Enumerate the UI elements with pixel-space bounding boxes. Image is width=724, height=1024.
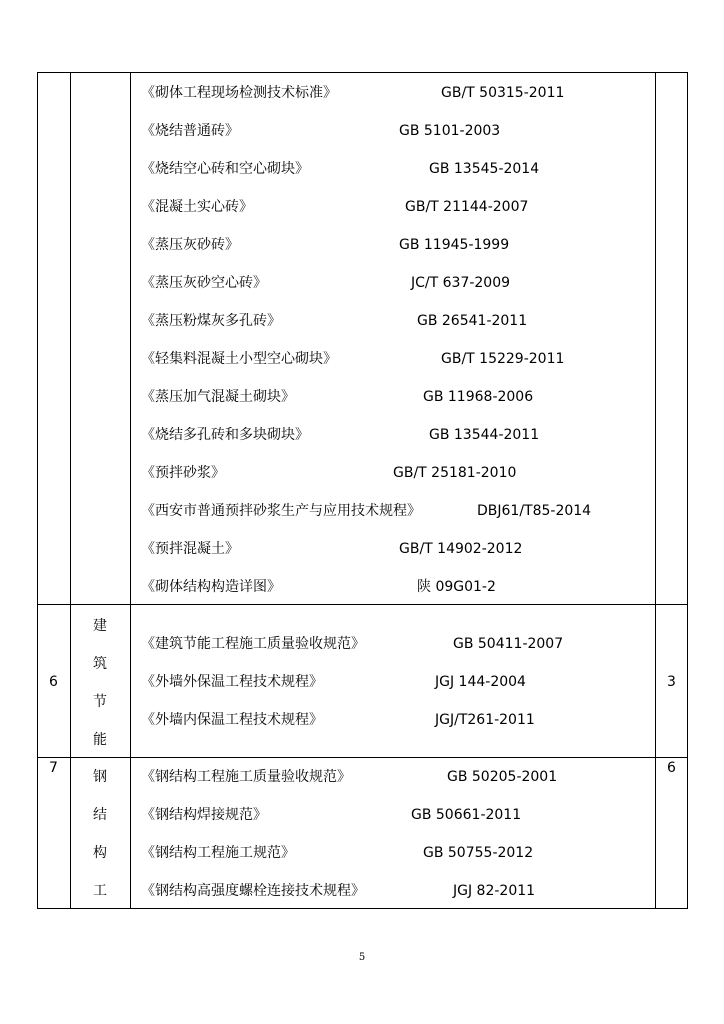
standard-title: 《砌体结构构造详图》	[141, 579, 281, 595]
standard-title: 《烧结多孔砖和多块砌块》	[141, 427, 309, 443]
standard-title: 《建筑节能工程施工质量验收规范》	[141, 636, 365, 652]
column-divider	[70, 72, 71, 909]
category-char: 钢	[93, 769, 107, 785]
standard-code: GB 50755-2012	[423, 845, 534, 861]
category-char: 节	[93, 694, 107, 710]
standard-code: JGJ/T261-2011	[435, 712, 535, 728]
standard-title: 《预拌混凝土》	[141, 541, 239, 557]
standard-title: 《蒸压灰砂砖》	[141, 237, 239, 253]
row-number: 7	[49, 760, 58, 776]
standard-code: DBJ61/T85-2014	[477, 503, 592, 519]
standard-title: 《钢结构高强度螺栓连接技术规程》	[141, 883, 365, 899]
category-char: 结	[93, 807, 107, 823]
standard-title: 《烧结普通砖》	[141, 123, 239, 139]
standard-title: 《蒸压粉煤灰多孔砖》	[141, 313, 281, 329]
standard-code: GB 11945-1999	[399, 237, 510, 253]
standard-code: GB 11968-2006	[423, 389, 534, 405]
row-count: 3	[667, 674, 676, 690]
standard-title: 《钢结构焊接规范》	[141, 807, 267, 823]
standard-code: GB 5101-2003	[399, 123, 501, 139]
table-border-bottom	[37, 908, 688, 909]
row-divider	[37, 604, 688, 605]
row-count: 6	[667, 760, 676, 776]
standard-title: 《外墙外保温工程技术规程》	[141, 674, 323, 690]
standard-code: GB 13545-2014	[429, 161, 540, 177]
page-number: 5	[358, 952, 366, 963]
column-divider	[37, 72, 38, 909]
standard-code: GB 50411-2007	[453, 636, 564, 652]
category-char: 构	[93, 845, 107, 861]
standard-code: GB/T 14902-2012	[399, 541, 523, 557]
standard-code: GB/T 21144-2007	[405, 199, 529, 215]
standard-title: 《混凝土实心砖》	[141, 199, 253, 215]
standard-code: JGJ 144-2004	[435, 674, 526, 690]
standard-title: 《砌体工程现场检测技术标准》	[141, 85, 337, 101]
standard-code: GB 50661-2011	[411, 807, 522, 823]
category-char: 建	[93, 618, 107, 634]
row-number: 6	[49, 674, 58, 690]
category-char: 筑	[93, 656, 107, 672]
standard-title: 《外墙内保温工程技术规程》	[141, 712, 323, 728]
standard-code: 陕 09G01-2	[417, 579, 496, 595]
standard-title: 《烧结空心砖和空心砌块》	[141, 161, 309, 177]
column-divider	[130, 72, 131, 909]
standard-code: GB/T 25181-2010	[393, 465, 517, 481]
standard-code: GB/T 50315-2011	[441, 85, 565, 101]
standard-title: 《轻集料混凝土小型空心砌块》	[141, 351, 337, 367]
standard-code: GB 13544-2011	[429, 427, 540, 443]
standard-title: 《钢结构工程施工质量验收规范》	[141, 769, 351, 785]
standard-code: GB 50205-2001	[447, 769, 558, 785]
category-char: 能	[93, 732, 107, 748]
row-divider	[37, 757, 688, 758]
column-divider	[687, 72, 688, 909]
standard-title: 《蒸压灰砂空心砖》	[141, 275, 267, 291]
standard-title: 《蒸压加气混凝土砌块》	[141, 389, 295, 405]
standard-title: 《西安市普通预拌砂浆生产与应用技术规程》	[141, 503, 421, 519]
column-divider	[655, 72, 656, 909]
standard-code: GB/T 15229-2011	[441, 351, 565, 367]
standard-code: GB 26541-2011	[417, 313, 528, 329]
standard-code: JGJ 82-2011	[453, 883, 536, 899]
table-border-top	[37, 72, 688, 73]
standard-title: 《钢结构工程施工规范》	[141, 845, 295, 861]
category-char: 工	[93, 883, 107, 899]
standard-code: JC/T 637-2009	[411, 275, 511, 291]
standard-title: 《预拌砂浆》	[141, 465, 225, 481]
